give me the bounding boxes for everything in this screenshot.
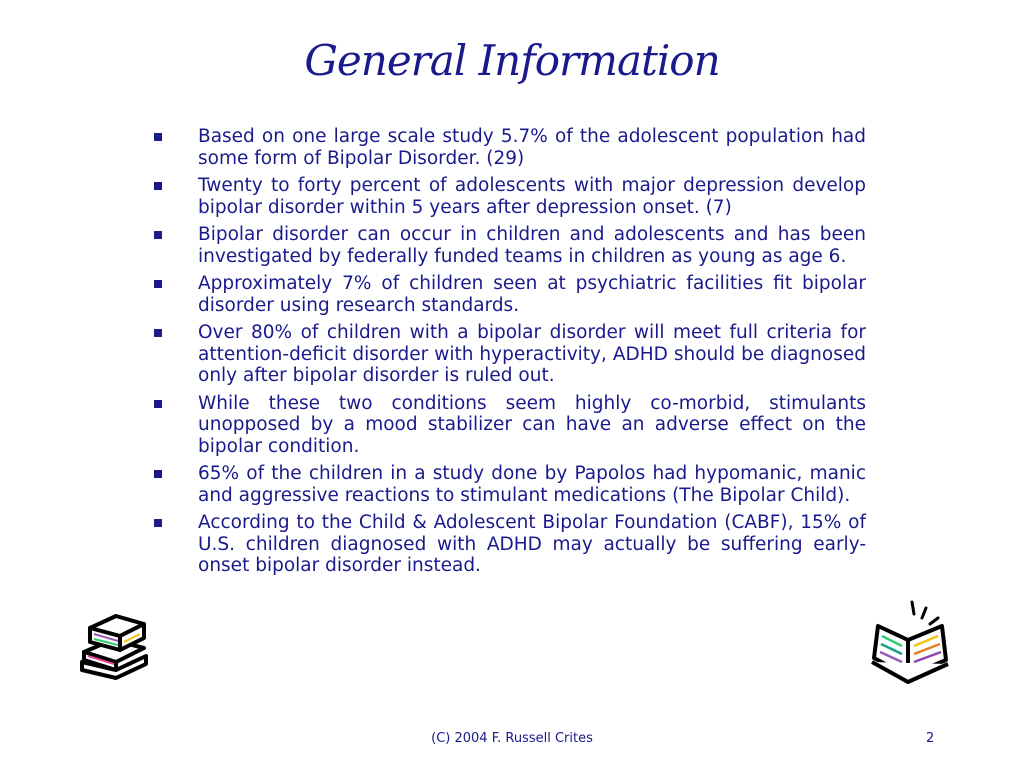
bullet-text: Approximately 7% of children seen at psychiatric facilities fit bipolar disorder using research standards.: [198, 273, 866, 316]
bullet-item: [152, 273, 866, 316]
bullet-item: [152, 512, 866, 577]
bullet-text: 65% of the children in a study done by Papolos had hypomanic, manic and aggressive reactions to stimulant medications (The Bipolar Child).: [198, 463, 866, 506]
bullet-item: [152, 224, 866, 267]
bullet-item: [152, 393, 866, 458]
bullet-item: [152, 126, 866, 169]
stacked-books-icon: [76, 612, 152, 684]
bullet-marker-icon: [154, 470, 162, 478]
bullet-text: According to the Child & Adolescent Bipolar Foundation (CABF), 15% of U.S. children diagnosed with ADHD may actually be suffering early-onset bipolar disorder instead.: [198, 512, 866, 576]
bullet-text: Twenty to forty percent of adolescents with major depression develop bipolar disorder within 5 years after depression onset. (7): [198, 175, 866, 218]
bullet-marker-icon: [154, 329, 162, 337]
bullet-text: While these two conditions seem highly co-morbid, stimulants unopposed by a mood stabilizer can have an adverse effect on the bipolar condition.: [198, 392, 866, 457]
bullet-item: [152, 463, 866, 506]
bullet-text: Bipolar disorder can occur in children and adolescents and has been investigated by federally funded teams in children as young as age 6.: [198, 224, 866, 267]
bullet-text: Over 80% of children with a bipolar disorder will meet full criteria for attention-deficit disorder with hyperactivity, ADHD should be diagnosed only after bipolar disorder is ruled out.: [198, 322, 866, 386]
bullet-item: [152, 322, 866, 387]
bullet-marker-icon: [154, 519, 162, 527]
page-number: 2: [926, 731, 935, 746]
open-book-icon: [868, 600, 952, 688]
bullet-marker-icon: [154, 231, 162, 239]
bullet-marker-icon: [154, 133, 162, 141]
bullet-marker-icon: [154, 400, 162, 408]
bullet-list: [152, 126, 866, 583]
footer-credit: (C) 2004 F. Russell Crites: [431, 731, 593, 746]
bullet-text: Based on one large scale study 5.7% of the adolescent population had some form of Bipolar Disorder. (29): [198, 126, 866, 169]
bullet-marker-icon: [154, 182, 162, 190]
bullet-marker-icon: [154, 280, 162, 288]
bullet-item: [152, 175, 866, 218]
slide-title: General Information: [304, 36, 720, 85]
